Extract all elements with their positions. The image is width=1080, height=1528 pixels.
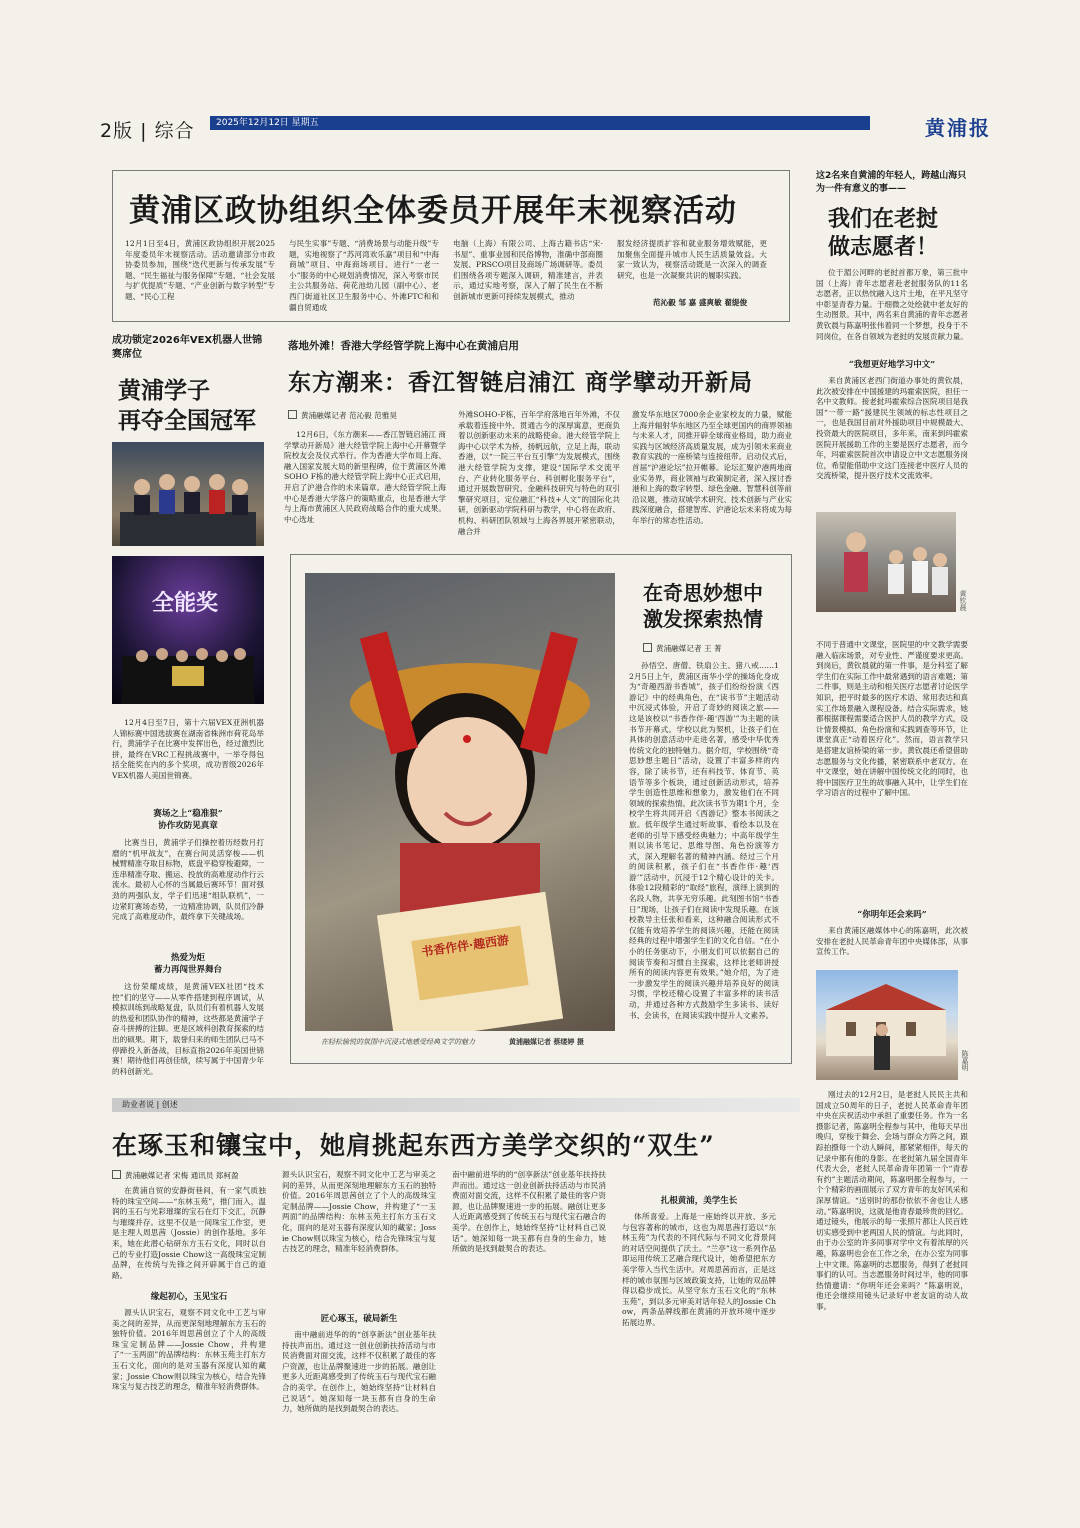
cppcc-col-1: 12月1日至4日，黄浦区政协组织开展2025年度委员年末视察活动。活动邀请部分市政协委员参加，围绕“迭代更新与传承发展”专题、“民生福祉与服务保障”专题、“社会发展与扩优提质”专题、“产业创新与数字转型”专题、“民心工程 (125, 239, 275, 301)
cppcc-col-3: 电脑（上海）有限公司、上海古籍书店“宋·书屋”、重事业园和民俗博物，准确中部商圈发展、PRSCO项目及商场广场调研等。委员们围绕各项专题深入调研，精准建言，并表示，通过实地考察，深入了解了民生在不断创新城市更新可持续发展模式，推动 (453, 239, 603, 301)
hku-col-1: 12月6日，《东方潮来——香江智链启浦江 商学擘动开新局》港大经管学院上海中心开幕暨学院校友会及仪式举行。作为香港大学布局上海、融入国家发展大局的新里程碑，位于黄浦区外滩SOHO F栋的港大经管学院上海中心正式启用，开启了沪港合作的未来篇章。港大经管学院上海中心是香港大学落户的策略重点，也是香港大学与上海市黄浦区人民政府战略合作的重大成果。中心选址 (284, 430, 446, 524)
newspaper-logo: 黄浦报 (925, 116, 991, 140)
jade-col-1b (112, 1308, 266, 1432)
jade-sub-3: 扎根黄浦，美学生长 (660, 1196, 738, 1206)
laos-sub-1: “我想更好地学习中文” (848, 360, 936, 370)
jade-col-1a: 在黄浦自贸的安静街巷间，有一家气质独特的珠宝空间——“东林玉苑”，推门而入，温润的玉石与光彩璀璨的宝石在灯下交汇，沉静与璀璨并存。这里不仅是一间珠宝工作室，更是主理人周思茜（Jossie）的创作基地。多年来，她在此潜心钻研东方玉石文化，同时以自己的专业打造Jossie Chow这一高级珠宝定制品牌，在传统与先锋之间开辟属于自己的道路。 (112, 1186, 266, 1280)
book-title: 书香作伴·趣西游 (420, 932, 510, 960)
laos-sub-2: “你明年还会来吗” (857, 910, 927, 920)
article-jade (112, 1098, 800, 1442)
jade-section-label: 助业者说 | 创述 (122, 1100, 178, 1109)
cppcc-title: 黄浦区政协组织全体委员开展年末视察活动 (129, 193, 737, 229)
article-reading (290, 554, 792, 1064)
laos-photo-2-credit: 陈嘉明 (961, 1050, 969, 1071)
sidebar-left (112, 334, 264, 1104)
hku-byline (288, 410, 397, 421)
reading-caption: 在轻松愉悦的氛围中沉浸式地感受经典文学的魅力 (321, 1038, 475, 1046)
laos-photo-1-credit: 黄钦晨 (959, 590, 967, 611)
jade-col-2b: 南中融前进华的的“创享新法”创业基年扶持扶声而出。通过这一创业创新扶持活动与市民消费面对面交流，这样不仅积累了最佳的客户资源，也让品牌聚速进一步的拓展。融创让更多人近距离感受到了传统玉石与现代宝石融合的美学。在创作上，她始终坚持“让材料自己说话”。她深知每一块玉都有自身的生命力，她所做的是找到最契合的表达。 (282, 1330, 436, 1414)
sidebar-right (816, 170, 968, 1440)
vex-kicker: 成功锁定2026年VEX机器人世锦赛席位 (112, 335, 263, 360)
vex-sub-1: 赛场之上“稳准狠” 协作攻防见真章 (153, 809, 223, 831)
laos-title-1: 我们在老挝 (828, 206, 939, 232)
vex-sub-2: 热爱为炬 蓄力再闯世界舞台 (153, 953, 222, 975)
byline-square-icon (288, 410, 297, 419)
reading-photo (305, 573, 615, 1031)
cppcc-col-2: 与民生实事”专题、“消费场景与动能升级”专题，实地视察了“苏河湾欢乐嘉”项目和“中海商城”项目、中海商场项目、进行“一老一小”服务的中心规划消费情况，深入考察市民主公共服务站、荷花池幼儿园（副中心）、老西门街道社区卫生服务中心、外滩FTC和和疆自贸通成 (289, 239, 439, 312)
vex-body-3: 这份荣耀成绩，是黄浦VEX社团“技术控”们的坚守——从零件搭建到程序调试，从模拟训练到战略复盘，队员们有着机器人发展的热爱和团队协作的精神，这些都是黄浦学子奋斗拼搏的注脚。更是区域科创教育探索的结出的硕果。期下，载誉归来的师生团队已马不停蹄投入新备战，目标直指2026年美国世锦赛！期待他们再创佳绩，续写属于中国青少年的科创新光。 (112, 982, 264, 1076)
vex-body-1: 12月4日至7日，第十六届VEX亚洲机器人锦标赛中国选拔赛在湖南省株洲市荷花岛举行，黄浦学子在比赛中发挥出色，经过激烈比拼，最终在VRC工程挑战赛中，一举夺得包括全能奖在内的多个奖项，成功晋级2026年VEX机器人美国世锦赛。 (112, 718, 264, 780)
laos-photo-2 (816, 970, 958, 1080)
jade-col-3: 南中融前进华的的“创享新法”创业基年扶持扶声而出。通过这一创业创新扶持活动与市民消费面对面交流，这样不仅积累了最佳的客户资源，也让品牌聚速进一步的拓展。融创让更多人近距离感受到了传统玉石与现代宝石融合的美学。在创作上，她始终坚持“让材料自己说话”。她深知每一块玉都有自身的生命力，她所做的是找到最契合的表达。 (452, 1170, 606, 1254)
hku-byline-text: 黄浦融媒记者 范沁毅 范雅昊 (301, 411, 397, 420)
reading-body: 孙悟空、唐僧、铁扇公主、猪八戒……12月5日上午，黄浦区南华小学的操场化身成为“奇趣西游书香城”，孩子们纷纷扮演《西游记》中的经典角色，在“读书节”主题活动中沉浸式体验，开启了奇妙的阅读之旅——这是该校以“书香作伴·趣‘西游’”为主题的读书节开幕式。学校以此为契机，让孩子们在具体的创意活动中走进名著，感受中华优秀传统文化的独特魅力。据介绍，学校围绕“奇思妙想主题日”活动，设置了丰富多样的内容，除了读书节，还有科技节、体育节、英语节等多个板块，通过创新活动形式，培养学生创造性思维和想象力，激发他们在不同领域的探索热情。此次读书节为期1个月，全校学生将共同开启《西游记》整本书阅读之旅。低年级学生通过听故事、看绘本以及在老师的引导下感受经典魅力；中高年级学生则以读书笔记、思维导图、角色扮演等方式，深入理解名著的精神内涵。经过三个月的阅读积累，孩子们在“书香作伴·趣‘西游’”活动中，沉浸于12个精心设计的关卡。体验12段精彩的“取经”旅程，演绎上演到的名段人物，共享无穷乐趣。此刻图书馆“书香日”现场，让孩子们在阅读中发现乐趣。在该校教导主任张和看来，这种融合阅读形式不仅能有效培养学生的阅读兴趣，还能在阅读经典的过程中增强学生们的文化自信。“在小小的任务驱动下，小朋友们可以依据自己的阅读节奏和习惯自主探索，这样比老师讲授所有的阅读内容更有效果。”她介绍，为了进一步激发学生的阅读兴趣并培养良好的阅读习惯，学校还精心设置了丰富多样的读书活动，并通过各种方式鼓励学生多读书、读好书、会读书，在阅读实践中提升人文素养。 (629, 661, 779, 1020)
jade-title: 在琢玉和镶宝中，她肩挑起东西方美学交织的“双生” (112, 1131, 715, 1160)
vex-body-2: 比赛当日，黄浦学子们操控着历经数月打磨的“机甲战友”，在赛台间灵活穿梭——机械臂精准夺取目标物，底盘平稳穿梭避障，一连串精准夺取、搬运、投放的高难度动作行云流水。最初人心怀的当属最后赛环节！面对强劲的两强队友，学子们迅速“组队联机”，一边紧盯赛场态势，一边精准协调，队员们冷静完成了高难度动作，最终拿下关键战场。 (112, 838, 264, 922)
laos-body-4: 刚过去的12月2日，是老挝人民民主共和国成立50周年的日子，老挝人民革命青年团中央在庆祝活动中承担了重要任务。作为一名摄影记者，陈嘉明全程参与其中，他每天早出晚归，穿梭于舞会、会场与群众方阵之间，跟踪拍摄每一个动人瞬间，都紧紧相伴，每天的记录中都有他的身影。在老挝第九届全国青年代表大会，老挝人民革命青年团第一个“青春有约”主题活动期间，陈嘉明都全程参与，一个个精彩的画面展示了双方青年的友好风采和深厚情谊。“送别时的那份依依不舍也让人感动。”陈嘉明说，这就是他青春最珍贵的回忆。通过镜头，他展示的每一张照片都让人民百姓切实感受到中老两国人民的情谊。与此同时，由于办公室的许多同事对学中文有着浓厚的兴趣，陈嘉明也会在工作之余，在办公室为同事上中文课。陈嘉明的志愿服务，得到了老挝同事们的认可。当志愿服务时间过半，他的同事热情邀请：“你明年还会来吗？”陈嘉明说，他还会继续用镜头记录好中老友谊的动人故事。 (816, 1090, 968, 1311)
reading-photo-credit: 黄浦融媒记者 蔡缕婷 摄 (509, 1037, 584, 1046)
jade-byline (112, 1170, 239, 1181)
byline-square-icon (112, 1170, 121, 1179)
award-banner: 全能奖 (152, 591, 219, 616)
hku-col-2: 外滩SOHO-F栋，百年学府落地百年外滩，不仅承载着连接中外、贯通古今的深厚寓意，更商负着以创新驱动未来的战略使命。港大经管学院上海中心以学术为桥，扬帆远航，立足上海，联动香港，以“一院三平台互引擎”为发展模式，围绕港大经管学院为支撑，建设“国际学术交流平台、产业转化服务平台、科创孵化服务平台”，通过开展数智研究、金融科技研究与特色的双引擎研究项目，定位融汇“科技+人文”的国际化共研，创新驱动学院科研与教学，中心将在政府、机构、科研团队领域与上海各界展开紧密联动，融合并 (458, 410, 620, 536)
byline-square-icon (643, 643, 652, 652)
cppcc-reporter: 范沁毅 邹 嘉 盛爽敏 翟缇俊 (653, 298, 748, 307)
jade-section-bar (112, 1098, 800, 1112)
article-cppcc (112, 170, 790, 322)
laos-intro: 位于湄公河畔的老挝首都万象，第三批中国（上海）青年志愿者赴老挝服务队的11名志愿者，正以热忱融入这片土地，在平凡坚守中彰显青春力量。于细微之处绘就中老友好的生动图景。其中，两名来自黄浦的青年志愿者黄钦晨与陈嘉明张伟着同一个梦想，投身于不同岗位，在各自领域为老挝的发展贡献力量。 (816, 268, 968, 341)
article-hku (284, 334, 792, 550)
page-number: 2版 | 综合 (100, 120, 195, 142)
cppcc-col-4: 服发经济提质扩容和就业服务增效赋能，更加聚焦全面提升城市人民生活质量效益。大家一致认为，视察活动既是一次深入的调查研究，也是一次凝聚共识的履职实践。 (617, 239, 767, 280)
jade-byline-text: 黄浦融媒记者 宋梅 通讯员 郑柯盈 (125, 1171, 239, 1180)
reading-byline-text: 黄浦融媒记者 王 菁 (656, 644, 722, 653)
jade-col-4: 体所喜爱。上海是一座始终以开放、多元与包容著称的城市，这也为周思茜打造以“东林玉苑”为代表的不同代际与不同文化背景间的对话空间提供了沃土。“兰亭”这一系列作品即运用传统工艺融合现代设计，她希望把东方美学带入当代生活中。对周思茜而言，正是这样的城市氛围与区域政策支持，让她的双品牌得以稳步成长。从坚守东方玉石文化的“东林玉苑”，到以多元审美对话年轻人的Jossie Chow，两条品牌线都在黄浦的开放环境中逐步拓展边界。 (622, 1212, 776, 1327)
vex-photo-team (112, 442, 264, 546)
hku-title: 东方潮来：香江智链启浦江 商学擘动开新局 (288, 369, 754, 396)
laos-title-2: 做志愿者！ (828, 234, 939, 260)
reading-byline (643, 643, 722, 654)
reading-title-1: 在奇思妙想中 (643, 581, 763, 605)
vex-title-1: 黄浦学子 (118, 377, 210, 404)
laos-body-3: 来自黄浦区融媒体中心的陈嘉明，此次被安排在老挝人民革命青年团中央媒体部，从事宣传工作。 (816, 926, 968, 957)
hku-kicker: 落地外滩！香港大学经管学院上海中心在黄浦启用 (288, 340, 519, 352)
hku-col-3: 激发华东地区7000余企业家校友的力量，赋能上海并辐射华东地区乃至全球更国内的商界领袖与未来人才，同推开辟全球商业格局，助力商业实践与区域经济高质量发展，成为引领未来商业教育实践的一座桥梁与连接纽带。启动仪式后，首届“沪港论坛”拉开帷幕。论坛汇聚沪港两地商业实务界，商业领袖与政策制定者，深入探讨香港和上海的数字转型、绿色金融、智慧科创等前沿议题，推动双城学术研究、技术创新与产业实践深度融合，搭建智库、沪港论坛未来将成为每年举行的常态性活动。 (632, 410, 792, 525)
jade-col-1b-text: 源头认识宝石，观察不同文化中工艺与审美之间的差异，从而更深刻地理解东方玉石的独特价值。2016年周思茜创立了个人的高级珠宝定制品牌——Jossie Chow，并构建了“一玉两面”的品牌结构：东林玉苑主打东方玉石文化，面向的是对玉器有深度认知的藏家；Jossie Chow则以珠宝为核心，结合先锋珠宝与复古技艺的理念，精准年轻消费群体。 (112, 1308, 266, 1392)
jade-sub-1: 缘起初心，玉见宝石 (150, 1292, 228, 1302)
jade-sub-2: 匠心琢玉，破局新生 (320, 1314, 398, 1324)
laos-body-2: 不同于普通中文课堂，医院里的中文教学需要融入临床场景，对专业性、严谨度要求更高。到岗后，黄钦晨就的第一件事，是分科室了解学生们在实际工作中最常遇到的语言难题；第二件事，则是主动和相关医疗志愿者讨论医学知识，把平时最多的医疗术语、常用表达和真实工作场景融入课程设备。结合实际需求，她都根据课程需要适合医护人员的教学方式，设计情景模拟、角色扮演和实践调查等环节，让课堂真正“动着医疗化”。然而，语言教学只是搭建友谊桥梁的第一步。黄钦晨还希望借助志愿服务与文化传播，紧密联系中老双方。在中文课堂，她在讲解中国传统文化的同时，也将中国医疗卫生的故事融入其中，让学生们在学习语言的过程中了解中国。 (816, 640, 968, 798)
laos-photo-1 (816, 512, 956, 612)
vex-photo-award (112, 556, 264, 704)
vex-title-2: 再夺全国冠军 (118, 407, 256, 434)
jade-col-2a: 源头认识宝石，观察不同文化中工艺与审美之间的差异，从而更深刻地理解东方玉石的独特价值。2016年周思茜创立了个人的高级珠宝定制品牌——Jossie Chow，并构建了“一玉两面”的品牌结构：东林玉苑主打东方玉石文化，面向的是对玉器有深度认知的藏家；Jossie Chow则以珠宝为核心，结合先锋珠宝与复古技艺的理念，精准年轻消费群体。 (282, 1170, 436, 1254)
date-bar: 2025年12月12日 星期五 (210, 116, 870, 130)
reading-title-2: 激发探索热情 (643, 607, 763, 631)
laos-body-1: 来自黄浦区老西门街道办事处的黄钦晨，此次被安排在中国援建的玛霍索医院，担任一名中文教师。接老挝玛霍索综合医院项目是我国“一带一路”援建民生领域的标志性项目之一，也是我国目前对外援助项目中规模最大、投资最大的医院项目，多年来，南来到玛霍索医院开展援助工作的主要是医疗志愿者，而今年，玛霍索医院首次申请设立中文志愿服务岗位，希望能借助中文这门连接老中医疗人员的交流桥梁，提升医疗技术交流效率。 (816, 376, 968, 481)
laos-kicker: 这2名来自黄浦的年轻人，跨越山海只为一件有意义的事—— (816, 171, 967, 194)
